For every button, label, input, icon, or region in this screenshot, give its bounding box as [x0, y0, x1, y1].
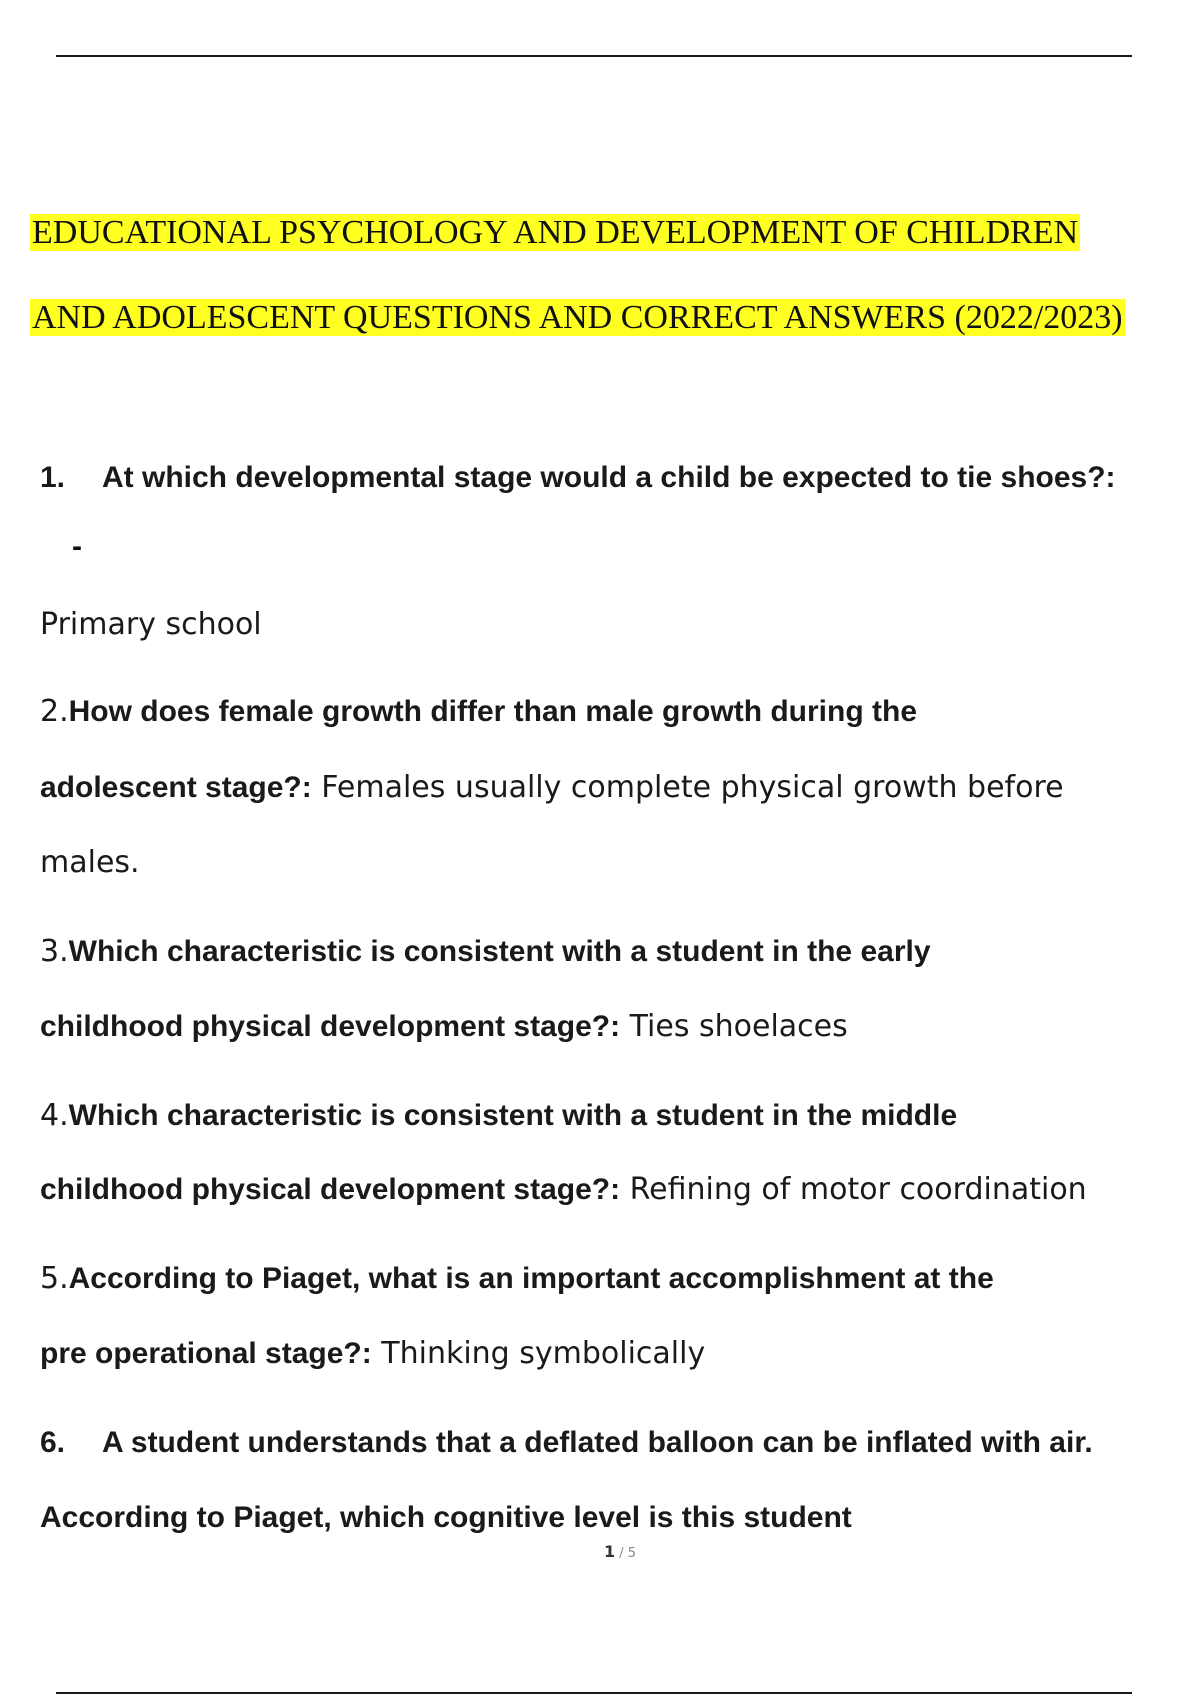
top-rule [56, 55, 1132, 57]
question-number: 1. [40, 461, 66, 494]
page-indicator: 1 / 5 [603, 1542, 637, 1561]
document-title-line-1: EDUCATIONAL PSYCHOLOGY AND DEVELOPMENT OF CHILDREN [32, 214, 1079, 251]
question-number: 2. [40, 694, 69, 729]
question-4-line-2: childhood physical development stage?: Refining of motor coordination [40, 1172, 1087, 1207]
question-number: 6. [40, 1426, 66, 1459]
question-number: 3. [40, 934, 69, 969]
question-5: 5.According to Piaget, what is an important accomplishment at the [40, 1261, 994, 1296]
answer-4: Refining of motor coordination [620, 1172, 1087, 1207]
question-2-line-2: adolescent stage?: Females usually complete physical growth before [40, 770, 1064, 805]
answer-1: Primary school [40, 607, 262, 642]
question-1 [40, 458, 1116, 498]
question-number: 5. [40, 1261, 69, 1296]
bottom-rule [56, 1692, 1132, 1694]
question-6: 6. A student understands that a deflated balloon can be inflated with air. [40, 1423, 1093, 1463]
document-title-line-2: AND ADOLESCENT QUESTIONS AND CORRECT ANSWERS (2022/2023) [32, 299, 1123, 336]
question-4: 4.Which characteristic is consistent with a student in the middle [40, 1098, 958, 1133]
question-number: 4. [40, 1098, 69, 1133]
answer-2: Females usually complete physical growth before [311, 770, 1064, 805]
answer-separator: - [72, 530, 82, 563]
question-2: 2.How does female growth differ than male growth during the [40, 694, 918, 729]
answer-2-line-2: males. [40, 845, 140, 880]
question-6-line-2: According to Piaget, which cognitive level is this student [40, 1501, 852, 1534]
answer-5: Thinking symbolically [371, 1336, 706, 1371]
question-3: 3.Which characteristic is consistent with a student in the early [40, 934, 931, 969]
question-3-line-2: childhood physical development stage?: Ties shoelaces [40, 1009, 848, 1044]
answer-3: Ties shoelaces [620, 1009, 848, 1044]
question-text: At which developmental stage would a child be expected to tie shoes?: [102, 461, 1116, 494]
question-5-line-2: pre operational stage?: Thinking symbolically [40, 1336, 706, 1371]
